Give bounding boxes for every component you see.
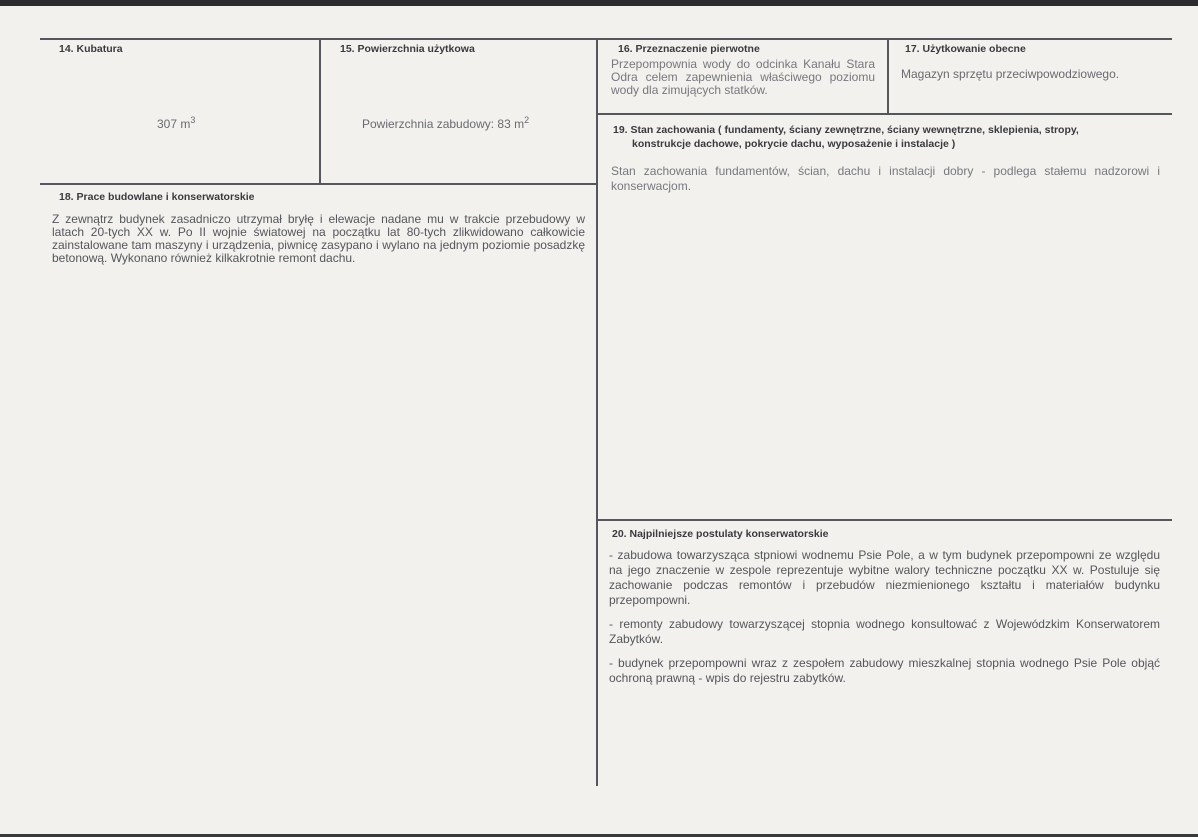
prace-text <box>52 213 585 265</box>
przeznaczenie-text <box>611 58 875 97</box>
powierzchnia-value-text: Powierzchnia zabudowy: 83 m <box>362 117 525 131</box>
kubatura-value-text: 307 m <box>157 117 191 131</box>
col-divider-14-15 <box>319 38 321 184</box>
powierzchnia-unit-sup: 2 <box>524 115 530 125</box>
kubatura-unit-sup: 3 <box>190 115 196 125</box>
powierzchnia-value <box>362 117 529 131</box>
row-divider-19 <box>598 113 1172 115</box>
col-divider-main <box>596 38 598 786</box>
row-divider-20 <box>598 519 1172 521</box>
postulaty-item-2: - remonty zabudowy towarzyszącej stopnia wodnego konsultować z Wojewódzkim Konserwatorem Zabytków. <box>609 617 1160 646</box>
prace-label: 18. Prace budowlane i konserwatorskie <box>59 191 255 203</box>
postulaty-list <box>609 548 1160 686</box>
col-divider-16-17 <box>887 38 889 114</box>
stan-text <box>611 164 1160 194</box>
kubatura-label: 14. Kubatura <box>59 43 123 55</box>
powierzchnia-label: 15. Powierzchnia użytkowa <box>340 43 475 55</box>
uzytkowanie-text: Magazyn sprzętu przeciwpowodziowego. <box>901 67 1120 81</box>
postulaty-item-3: - budynek przepompowni wraz z zespołem zabudowy mieszkalnej stopnia wodnego Psie Pole objąć ochroną prawną - wpis do rejestru zabytków. <box>609 656 1160 685</box>
kubatura-value <box>157 117 195 131</box>
stan-text-content: Stan zachowania fundamentów, ścian, dachu i instalacji dobry - podlega stałemu nadzorowi i konserwacjom. <box>611 164 1160 193</box>
przeznaczenie-label: 16. Przeznaczenie pierwotne <box>618 43 760 55</box>
stan-label-line1: 19. Stan zachowania ( fundamenty, ściany zewnętrzne, ściany wewnętrzne, sklepienia, stropy, <box>613 124 1079 136</box>
przeznaczenie-text-content: Przepompownia wody do odcinka Kanału Stara Odra celem zapewnienia właściwego poziomu wody dla zimujących statków. <box>611 57 875 97</box>
stan-label-line2: konstrukcje dachowe, pokrycie dachu, wyposażenie i instalacje ) <box>632 138 956 150</box>
prace-text-content: Z zewnątrz budynek zasadniczo utrzymał bryłę i elewacje nadane mu w trakcie przebudowy w latach 20-tych XX w. Po II wojnie światowej na początku lat 80-tych zlikwidowano całkowicie zainstalowane tam maszyny i urządzenia, piwnicę zasypano i wylano na jednym poziomie posadzkę betonową. Wykonano również kilkakrotnie remont dachu. <box>52 212 585 265</box>
table-top-border <box>40 38 1172 40</box>
postulaty-item-1: - zabudowa towarzysząca stpniowi wodnemu Psie Pole, a w tym budynek przepompowni ze względu na jego znaczenie w zespole reprezentuje wybitne walory techniczne początku XX w. Postuluje się zachowanie podczas remontów i przebudów niezmienionego kształtu i materiałów budynku przepompowni. <box>609 548 1160 607</box>
postulaty-label: 20. Najpilniejsze postulaty konserwatorskie <box>612 528 829 540</box>
page-top-edge <box>0 0 1198 6</box>
uzytkowanie-label: 17. Użytkowanie obecne <box>905 43 1026 55</box>
